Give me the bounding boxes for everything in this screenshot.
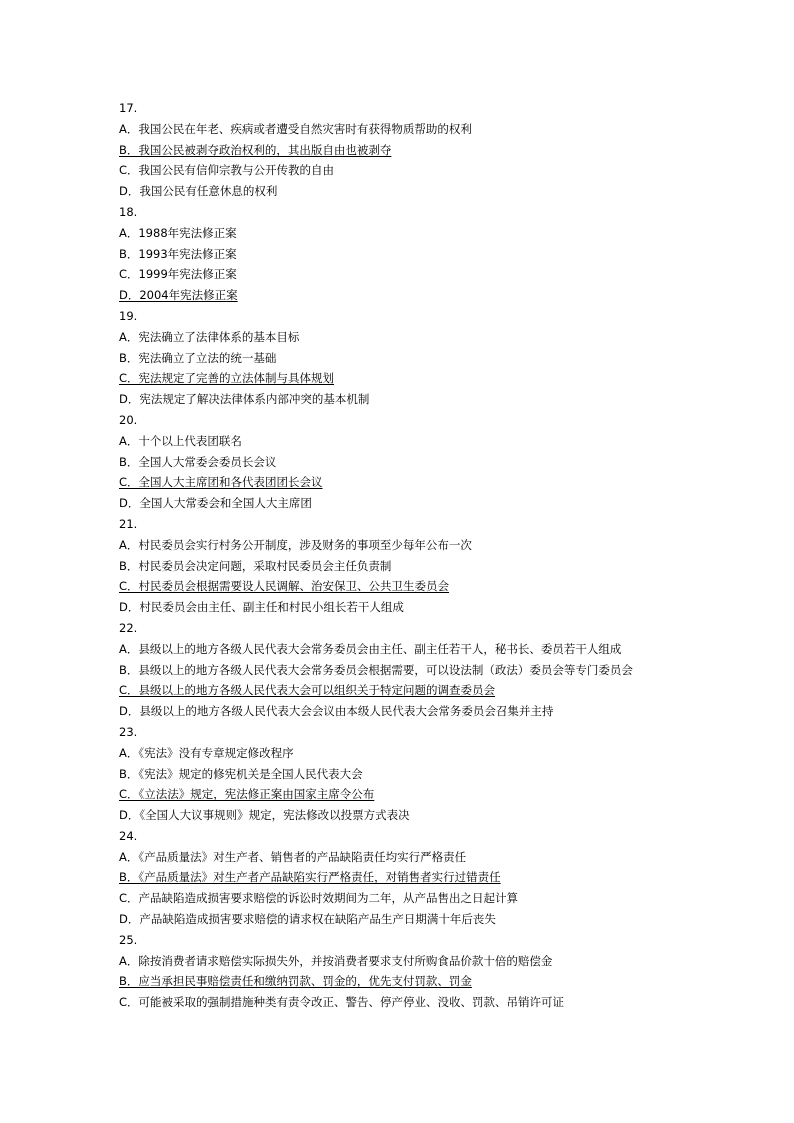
option-text: A．宪法确立了法律体系的基本目标 xyxy=(119,329,300,344)
option-text: A．村民委员会实行村务公开制度，涉及财务的事项至少每年公布一次 xyxy=(119,537,472,552)
answer-option xyxy=(119,431,719,452)
answer-option xyxy=(119,764,719,785)
answer-option xyxy=(119,888,719,909)
option-text: A．十个以上代表团联名 xyxy=(119,433,242,448)
option-text: D．产品缺陷造成损害要求赔偿的请求权在缺陷产品生产日期满十年后丧失 xyxy=(119,912,496,927)
answer-option xyxy=(119,493,719,514)
question-number: 25. xyxy=(119,932,138,947)
answer-option xyxy=(119,223,719,244)
question-number: 21. xyxy=(119,516,138,531)
answer-option xyxy=(119,743,719,764)
option-text: A．1988年宪法修正案 xyxy=(119,225,237,240)
option-text: A．县级以上的地方各级人民代表大会常务委员会由主任、副主任若干人，秘书长、委员若干人组成 xyxy=(119,641,622,656)
answer-option xyxy=(119,119,719,140)
option-text: B．应当承担民事赔偿责任和缴纳罚款、罚金的，优先支付罚款、罚金 xyxy=(119,974,472,989)
option-text: C．县级以上的地方各级人民代表大会可以组织关于特定问题的调查委员会 xyxy=(119,683,496,698)
question-number: 23. xyxy=(119,724,138,739)
answer-option xyxy=(119,701,719,722)
answer-option xyxy=(119,992,719,1013)
option-text: B．《产品质量法》对生产者产品缺陷实行严格责任，对销售者实行过错责任 xyxy=(119,870,501,885)
option-text: B．《宪法》规定的修宪机关是全国人民代表大会 xyxy=(119,766,363,781)
option-text: C．全国人大主席团和各代表团团长会议 xyxy=(119,475,323,490)
option-text: B．宪法确立了立法的统一基础 xyxy=(119,350,277,365)
option-text: D．县级以上的地方各级人民代表大会会议由本级人民代表大会常务委员会召集并主持 xyxy=(119,704,554,719)
answer-option xyxy=(119,264,719,285)
answer-option xyxy=(119,951,719,972)
answer-option-underlined xyxy=(119,285,719,306)
question-number: 18. xyxy=(119,204,138,219)
answer-option-underlined xyxy=(119,867,719,888)
answer-option xyxy=(119,660,719,681)
answer-option-underlined xyxy=(119,680,719,701)
option-text: B．1993年宪法修正案 xyxy=(119,246,237,261)
answer-option xyxy=(119,535,719,556)
option-text: C．宪法规定了完善的立法体制与具体规划 xyxy=(119,371,335,386)
question-number: 17. xyxy=(119,101,138,115)
option-text: B．全国人大常委会委员长会议 xyxy=(119,454,277,469)
answer-option xyxy=(119,327,719,348)
answer-option-underlined xyxy=(119,140,719,161)
answer-option xyxy=(119,389,719,410)
option-text: B．村民委员会决定问题，采取村民委员会主任负责制 xyxy=(119,558,392,573)
answer-option-underlined xyxy=(119,784,719,805)
question-number: 19. xyxy=(119,308,138,323)
answer-option-underlined xyxy=(119,368,719,389)
answer-option xyxy=(119,556,719,577)
answer-option xyxy=(119,597,719,618)
option-text: D．我国公民有任意休息的权利 xyxy=(119,184,278,199)
option-text: C．产品缺陷造成损害要求赔偿的诉讼时效期间为二年，从产品售出之日起计算 xyxy=(119,891,519,906)
option-text: D．村民委员会由主任、副主任和村民小组长若干人组成 xyxy=(119,600,404,615)
question-list xyxy=(119,98,719,1013)
option-text: C．我国公民有信仰宗教与公开传教的自由 xyxy=(119,163,335,178)
answer-option xyxy=(119,348,719,369)
answer-option xyxy=(119,181,719,202)
option-text: A．《产品质量法》对生产者、销售者的产品缺陷责任均实行严格责任 xyxy=(119,849,467,864)
answer-option xyxy=(119,805,719,826)
answer-option xyxy=(119,909,719,930)
option-text: C．可能被采取的强制措施种类有责令改正、警告、停产停业、没收、罚款、吊销许可证 xyxy=(119,995,565,1010)
option-text: B．我国公民被剥夺政治权利的，其出版自由也被剥夺 xyxy=(119,142,392,157)
answer-option xyxy=(119,452,719,473)
option-text: D．宪法规定了解决法律体系内部冲突的基本机制 xyxy=(119,392,370,407)
option-text: A．除按消费者请求赔偿实际损失外，并按消费者要求支付所购食品价款十倍的赔偿金 xyxy=(119,953,553,968)
question-number: 22. xyxy=(119,620,138,635)
answer-option-underlined xyxy=(119,472,719,493)
answer-option xyxy=(119,639,719,660)
option-text: A．《宪法》没有专章规定修改程序 xyxy=(119,745,294,760)
answer-option xyxy=(119,244,719,265)
answer-option xyxy=(119,847,719,868)
answer-option-underlined xyxy=(119,971,719,992)
option-text: D．《全国人大议事规则》规定，宪法修改以投票方式表决 xyxy=(119,808,410,823)
question-number: 20. xyxy=(119,412,138,427)
question-number: 24. xyxy=(119,828,138,843)
option-text: D．2004年宪法修正案 xyxy=(119,288,238,303)
option-text: C．《立法法》规定，宪法修正案由国家主席令公布 xyxy=(119,787,375,802)
option-text: B．县级以上的地方各级人民代表大会常务委员会根据需要，可以设法制（政法）委员会等专门委员会 xyxy=(119,662,633,677)
option-text: A．我国公民在年老、疾病或者遭受自然灾害时有获得物质帮助的权利 xyxy=(119,121,472,136)
option-text: C．1999年宪法修正案 xyxy=(119,267,237,282)
option-text: C．村民委员会根据需要设人民调解、治安保卫、公共卫生委员会 xyxy=(119,579,450,594)
option-text: D．全国人大常委会和全国人大主席团 xyxy=(119,496,312,511)
answer-option xyxy=(119,160,719,181)
answer-option-underlined xyxy=(119,576,719,597)
